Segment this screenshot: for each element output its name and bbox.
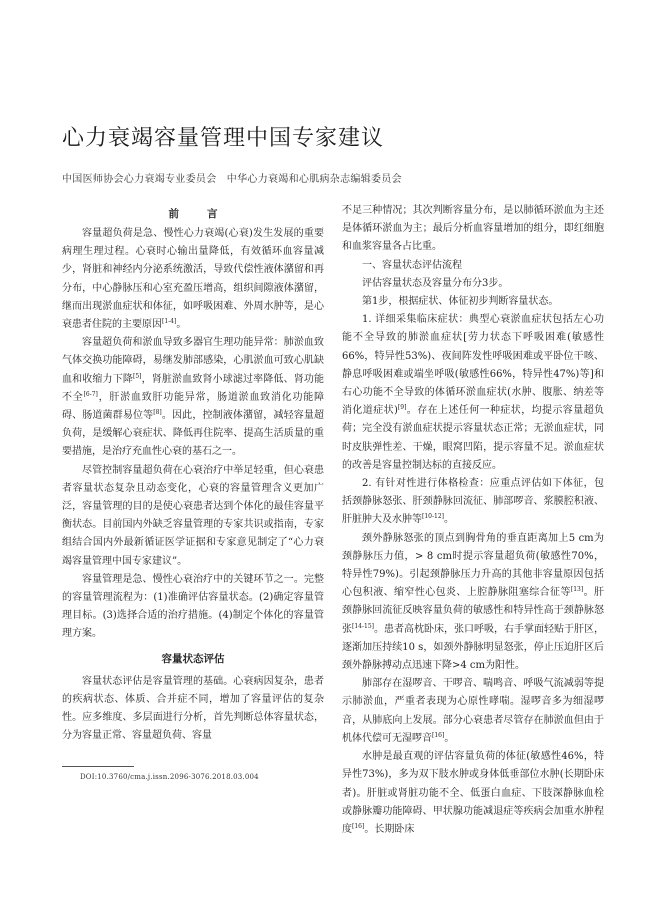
citation: [10-12] [422, 513, 444, 521]
paragraph: 肺部存在湿啰音、干啰音、喘鸣音、呼吸气流减弱等提示肺淤血，严重者表现为心原性哮喘。湿啰音多为细湿啰音，从肺底向上发展。部分心衰患者尽管存在肺淤血但由于机体代偿可无湿啰音[16]。 [342, 678, 604, 744]
citation: [1-4] [162, 318, 177, 326]
citation: [16] [432, 731, 445, 739]
paragraph: 1. 详细采集临床症状：典型心衰淤血症状包括左心功能不全导致的肺淤血症状[劳力状态下呼吸困难(敏感性66%，特异性53%)、夜间阵发性呼吸困难或平卧位干咳、静息呼吸困难或端坐呼吸(敏感性66%，特异性47%)等]和右心功能不全导致的体循环淤血症状(水肿、腹胀、纳差等消化道症状)[9]。存在上述任何一种症状，均提示容量超负荷；完全没有淤血症状提示容量状态正常；无淤血症状，同时皮肤弹性差、干燥，眼窝凹陷，提示容量不足。淤血症状的改善是容量控制达标的直接反应。 [342, 314, 605, 471]
paragraph: 容量超负荷和淤血导致多器官生理功能异常：肺淤血致气体交换功能障碍，易继发肺部感染，心肌淤血可致心肌缺血和收缩力下降[5]，肾脏淤血致肾小球滤过率降低、肾功能不全[6-7]，肝淤血致肝功能异常，肠道淤血致消化功能障碍、肠道菌群易位等[8]。因此，控制液体潴留，减轻容量超负荷，是缓解心衰症状、降低再住院率、提高生活质量的重要措施，是治疗充血性心衰的基石之一。 [62, 337, 325, 458]
citation: [9] [397, 404, 407, 412]
paragraph: 容量状态评估是容量管理的基础。心衰病因复杂，患者的疾病状态、体质、合并症不同，增加了容量评估的复杂性。应多维度、多层面进行分析，首先判断总体容量状态，分为容量正常、容量超负荷、容量 [62, 675, 324, 742]
doi-footnote: DOI:10.3760/cma.j.issn.2096-3076.2018.03.004 [80, 773, 259, 781]
paragraph: 尽管控制容量超负荷在心衰治疗中举足轻重，但心衰患者容量状态复杂且动态变化，心衰的容量管理含义更加广泛，容量管理的目的是使心衰患者达到个体化的最佳容量平衡状态。目前国内外缺乏容量管理的专家共识或指南，专家组结合国内外最新循证医学证据和专家意见制定了“心力衰竭容量管理中国专家建议”。 [62, 464, 324, 567]
citation: [6-7] [83, 390, 98, 398]
left-column [62, 203, 324, 745]
paragraph: 水肿是最直观的评估容量负荷的体征(敏感性46%，特异性73%)，多为双下肢水肿或身体低垂部位水肿(长期卧床者)。肝脏或肾脏功能不全、低蛋白血症、下肢深静脉血栓或静脉瓣功能障碍、甲状腺功能减退症等疾病会加重水肿程度[16]。长期卧床 [342, 751, 604, 835]
footnote-divider [62, 766, 134, 767]
citation: [16] [352, 822, 365, 830]
article-title: 心力衰竭容量管理中国专家建议 [62, 126, 385, 151]
citation: [14-15] [352, 622, 374, 630]
paragraph: 评估容量状态及容量分布分3步。 [362, 277, 509, 289]
right-column [342, 202, 604, 839]
paragraph: 第1步，根据症状、体征初步判断容量状态。 [362, 296, 559, 308]
paragraph: 容量超负荷是急、慢性心力衰竭(心衰)发生发展的重要病理生理过程。心衰时心输出量降低，有效循环血容量减少，肾脏和神经内分泌系统激活，导致代偿性液体潴留和再分布，中心静脉压和心室充盈压增高，组织间隙液体潴留，继而出现淤血症状和体征，如呼吸困难、外周水肿等，是心衰患者住院的主要原因[1-4]。 [62, 228, 324, 331]
paragraph: 2. 有针对性进行体格检查：应重点评估如下体征，包括颈静脉怒张、肝颈静脉回流征、肺部啰音、浆膜腔积液、肝脏肿大及水肿等[10-12]。 [342, 478, 604, 526]
section-heading-assessment: 容量状态评估 [161, 652, 225, 665]
subsection-heading: 一、容量状态评估流程 [362, 259, 462, 271]
paragraph: 容量管理是急、慢性心衰治疗中的关键环节之一。完整的容量管理流程为：(1)准确评估容量状态。(2)确定容量管理目标。(3)选择合适的治疗措施。(4)制定个体化的容量管理方案。 [62, 573, 324, 640]
paragraph: 颈外静脉怒张的顶点到胸骨角的垂直距离加上5 cm为颈静脉压力值，> 8 cm时提示容量超负荷(敏感性70%，特异性79%)。引起颈静脉压力升高的其他非容量原因包括心包积液、缩窄性心包炎、上腔静脉阻塞综合征等[13]。肝颈静脉回流征反映容量负荷的敏感性和特异性高于颈静脉怒张[14-15]。患者高枕卧床，张口呼吸，右手掌面轻贴于肝区，逐渐加压持续10 s，如颈外静脉明显怒张，停止压迫肝区后颈外静脉搏动点迅速下降>4 cm为阳性。 [342, 532, 605, 672]
article-authors: 中国医师协会心力衰竭专业委员会 中华心力衰竭和心肌病杂志编辑委员会 [62, 174, 402, 185]
citation: [5] [132, 372, 142, 380]
citation: [13] [570, 586, 584, 594]
citation: [8] [153, 409, 162, 417]
paragraph: 不足三种情况；其次判断容量分布，是以肺循环淤血为主还是体循环淤血为主；最后分析血容量增加的组分，即红细胞和血浆容量各占比重。 [342, 205, 604, 253]
section-heading-preface: 前言 [168, 208, 246, 220]
